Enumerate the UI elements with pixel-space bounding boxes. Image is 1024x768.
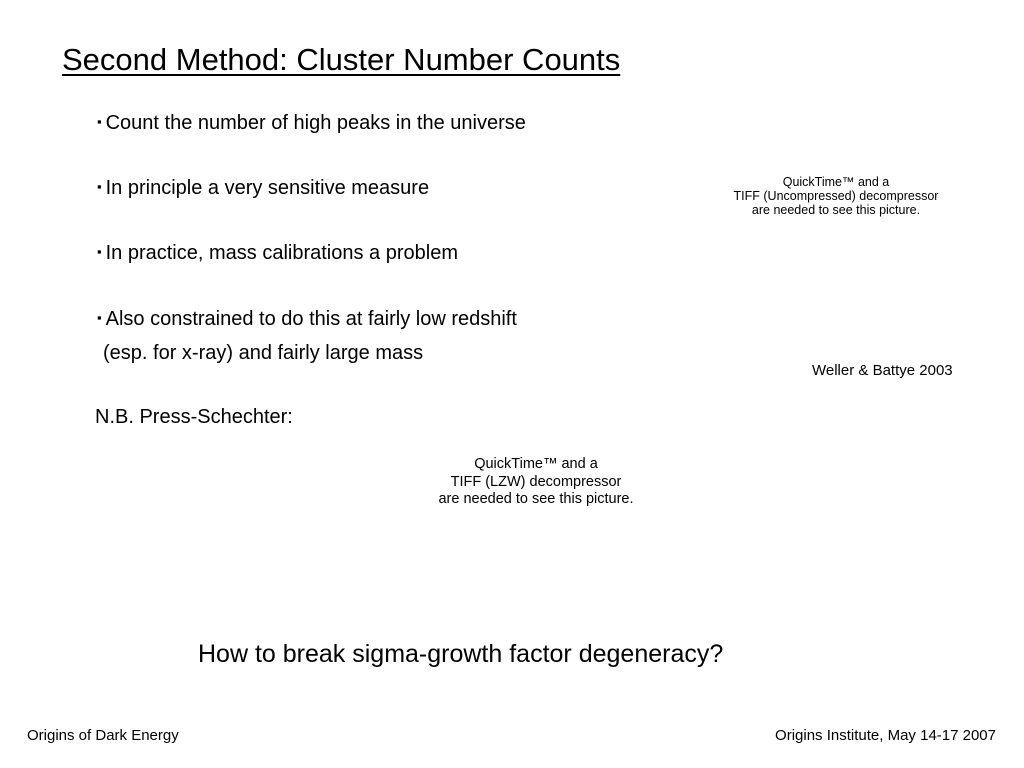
placeholder-line: QuickTime™ and a — [474, 456, 598, 472]
bullet-item — [97, 112, 526, 135]
placeholder-line: are needed to see this picture. — [438, 491, 634, 507]
bullet-text: In principle a very sensitive measure — [105, 177, 430, 199]
bullet-marker: ▪ — [97, 310, 102, 325]
placeholder-line: QuickTime™ and a — [782, 175, 890, 189]
bullet-marker: ▪ — [97, 244, 102, 259]
bullet-item — [97, 177, 429, 200]
bullet-text: Also constrained to do this at fairly low redshift — [105, 308, 517, 330]
placeholder-line: TIFF (Uncompressed) decompressor — [733, 189, 939, 203]
bullet-marker: ▪ — [97, 114, 102, 129]
slide-title: Second Method: Cluster Number Counts — [62, 42, 621, 77]
image-placeholder-bottom — [406, 456, 666, 509]
placeholder-line: TIFF (LZW) decompressor — [450, 473, 622, 490]
bullet-marker: ▪ — [97, 179, 102, 194]
bullet-item — [97, 308, 517, 331]
bullet-text: Count the number of high peaks in the universe — [105, 112, 526, 134]
placeholder-line: are needed to see this picture. — [751, 203, 921, 217]
nb-label: N.B. Press-Schechter: — [95, 406, 293, 428]
footer-left: Origins of Dark Energy — [27, 727, 179, 744]
footer-right: Origins Institute, May 14-17 2007 — [775, 727, 996, 744]
bullet-item — [97, 242, 458, 265]
question-text: How to break sigma-growth factor degeneracy? — [198, 640, 724, 668]
image-placeholder-top — [706, 175, 966, 217]
bullet-continuation: (esp. for x-ray) and fairly large mass — [103, 342, 424, 364]
citation: Weller & Battye 2003 — [812, 362, 953, 379]
bullet-text: In practice, mass calibrations a problem — [105, 242, 458, 264]
